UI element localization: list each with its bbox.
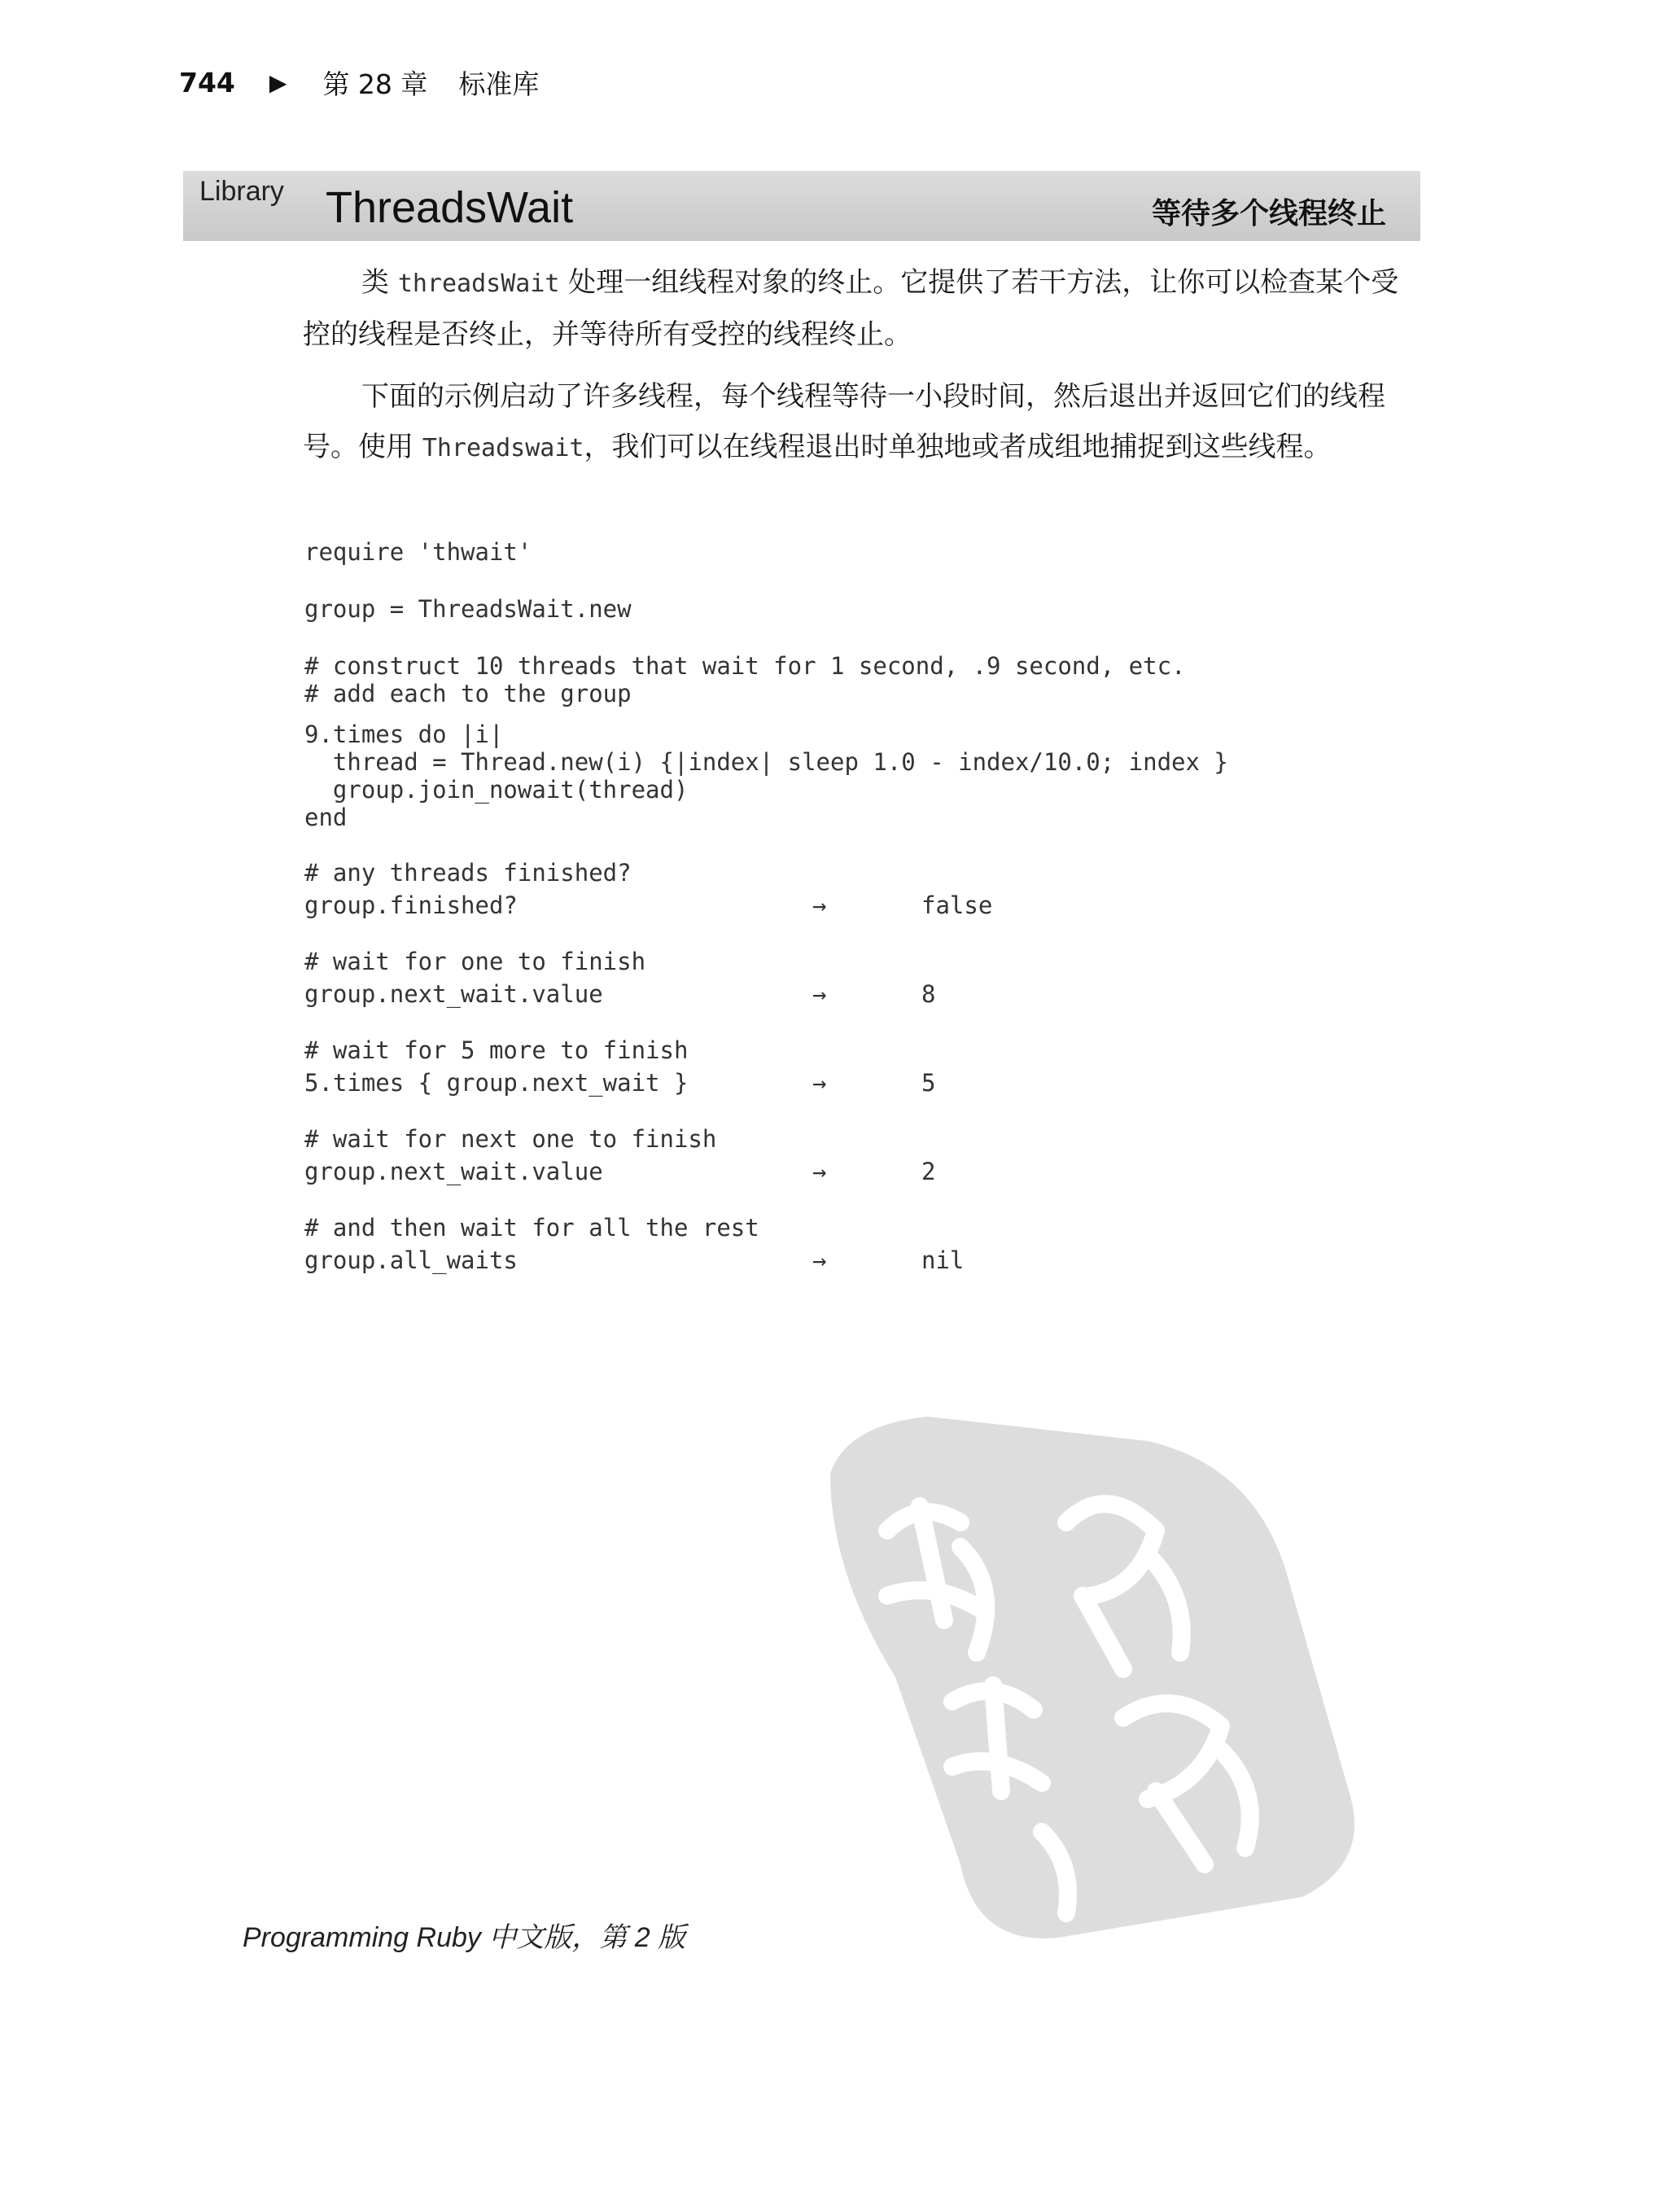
code-result-row: [304, 1246, 1444, 1275]
paragraph-text: 下面的示例启动了许多线程，每个线程等待一小段时间，然后退出并返回它们的线程号。使用: [303, 380, 1385, 463]
result-arrow-icon: →: [812, 1246, 827, 1274]
code-result: 5: [921, 1069, 936, 1097]
code-expression: 5.times { group.next_wait }: [304, 1069, 689, 1097]
code-line: thread = Thread.new(i) {|index| sleep 1.0 - index/10.0; index }: [304, 748, 1228, 776]
header-arrow-icon: ▶: [269, 68, 287, 96]
code-comment: # wait for 5 more to finish: [304, 1036, 689, 1064]
paragraph-2: [303, 371, 1410, 474]
code-result-row: [304, 1157, 1444, 1186]
code-comment: # any threads finished?: [304, 859, 632, 887]
page-footer: Programming Ruby 中文版，第 2 版: [243, 1922, 686, 1953]
code-line: 9.times do |i|: [304, 721, 504, 748]
code-result: false: [921, 891, 993, 919]
code-comment: # add each to the group: [304, 680, 632, 707]
library-seal-stamp: [798, 1408, 1367, 1946]
code-result-row: [304, 891, 1444, 920]
code-expression: group.all_waits: [304, 1246, 518, 1274]
code-result: 8: [921, 980, 936, 1008]
banner-subtitle: 等待多个线程终止: [1151, 197, 1386, 230]
paragraph-text: 处理一组线程对象的终止。它提供了若干方法，让你可以检查某个受控的线程是否终止，并等待所有受控的线程终止。: [303, 266, 1399, 351]
inline-code: threadsWait: [397, 269, 560, 298]
code-comment: # wait for next one to finish: [304, 1125, 717, 1153]
code-result: 2: [921, 1158, 936, 1185]
code-result-row: [304, 979, 1444, 1009]
code-line: require 'thwait': [304, 538, 532, 566]
library-label: Library: [199, 176, 284, 207]
code-result-row: [304, 1068, 1444, 1097]
paragraph-1: [303, 257, 1410, 360]
code-line: group.join_nowait(thread): [304, 776, 689, 804]
page-number: 744: [179, 66, 235, 99]
paragraph-text: ，我们可以在线程退出时单独地或者成组地捕捉到这些线程。: [584, 431, 1332, 463]
section-label: 标准库: [458, 68, 540, 100]
code-result: nil: [921, 1246, 965, 1274]
code-comment: # construct 10 threads that wait for 1 second, .9 second, etc.: [304, 652, 1186, 680]
code-line: group = ThreadsWait.new: [304, 595, 632, 623]
class-name-title: ThreadsWait: [326, 183, 574, 232]
chapter-label: 第 28 章: [322, 68, 428, 100]
code-expression: group.next_wait.value: [304, 980, 603, 1008]
result-arrow-icon: →: [812, 1069, 827, 1097]
library-banner: [183, 171, 1420, 241]
code-line: end: [304, 804, 348, 831]
paragraph-text: 类: [361, 266, 398, 299]
result-arrow-icon: →: [812, 980, 827, 1008]
result-arrow-icon: →: [812, 1158, 827, 1185]
page-header: [179, 62, 539, 103]
code-comment: # wait for one to finish: [304, 948, 646, 975]
code-comment: # and then wait for all the rest: [304, 1214, 759, 1242]
code-expression: group.next_wait.value: [304, 1158, 603, 1185]
inline-code: Threadswait: [422, 434, 584, 462]
code-expression: group.finished?: [304, 891, 518, 919]
result-arrow-icon: →: [812, 891, 827, 919]
